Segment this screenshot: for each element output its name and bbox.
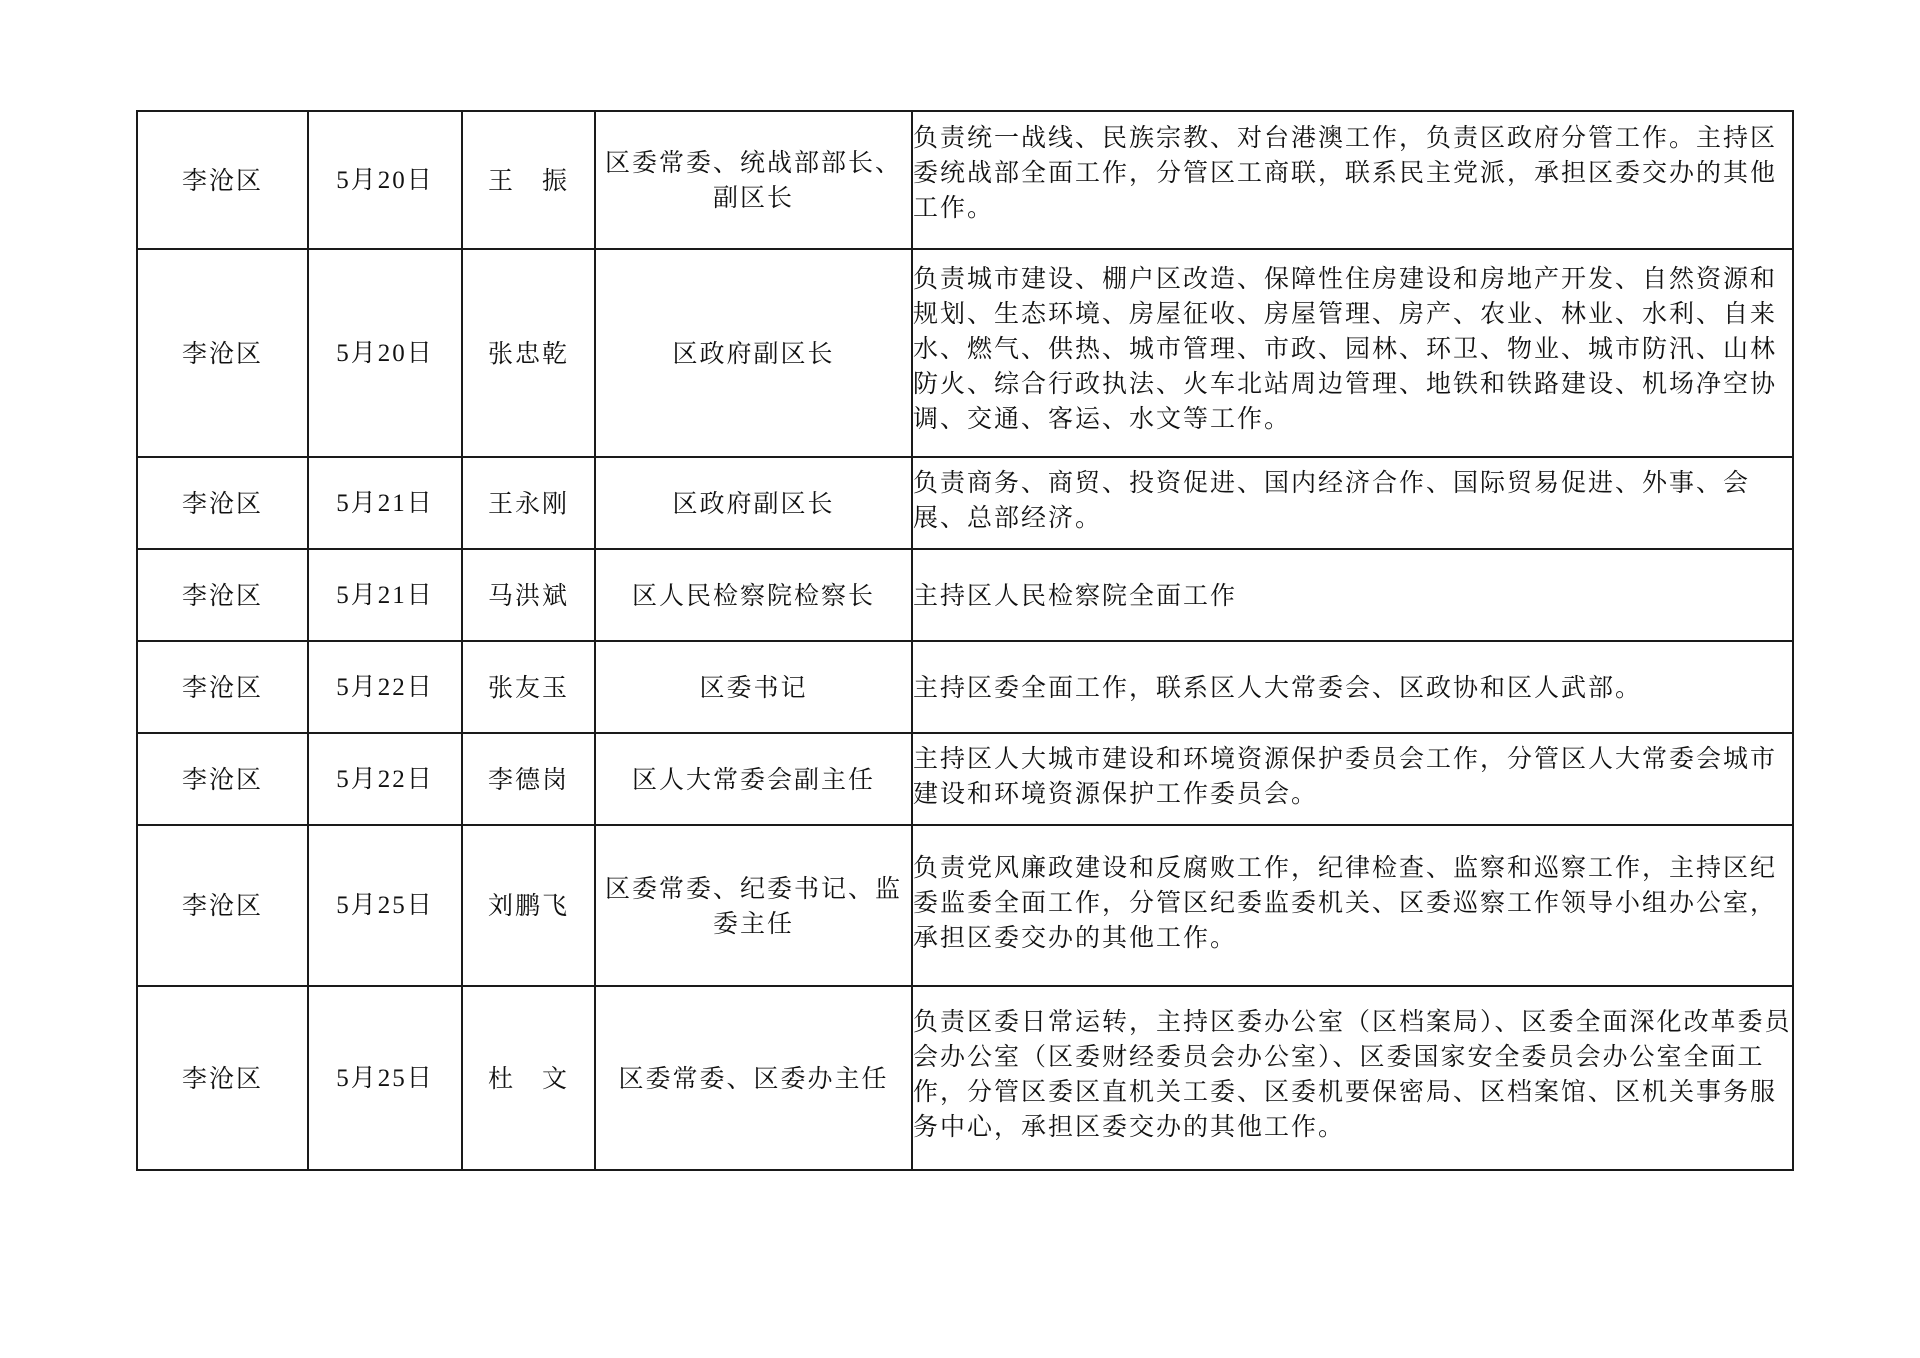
duties-text: 负责城市建设、棚户区改造、保障性住房建设和房地产开发、自然资源和规划、生态环境、房屋征收、房屋管理、房产、农业、林业、水利、自来水、燃气、供热、城市管理、市政、园林、环卫、物业、城市防汛、山林防火、综合行政执法、火车北站周边管理、地铁和铁路建设、机场净空协调、交通、客运、水文等工作。 [913,263,1778,433]
district-text: 李沧区 [181,891,263,920]
table-row [137,825,1793,986]
district-cell [137,249,308,457]
name-text: 刘鹏飞 [487,891,569,920]
date-cell [308,986,462,1170]
duties-text: 负责党风廉政建设和反腐败工作，纪律检查、监察和巡察工作，主持区纪委监委全面工作，分管区纪委监委机关、区委巡察工作领导小组办公室，承担区委交办的其他工作。 [913,853,1778,952]
district-text: 李沧区 [181,580,263,610]
post-text: 区政府副区长 [672,488,835,518]
post-cell [595,249,912,457]
date-cell [308,549,462,641]
district-cell [137,986,308,1170]
district-text: 李沧区 [181,672,263,702]
post-text: 区委书记 [699,672,808,702]
date-text: 5月22日 [336,765,434,793]
post-text: 区委常委、区委办主任 [618,1063,889,1093]
district-cell [137,549,308,641]
date-cell [308,733,462,825]
name-cell [462,825,595,986]
duties-cell [912,111,1793,249]
name-text: 马洪斌 [487,580,569,610]
duties-cell [912,733,1793,825]
date-text: 5月25日 [336,1064,434,1092]
name-cell [462,986,595,1170]
post-text: 区政府副区长 [672,338,835,368]
date-text: 5月22日 [336,673,434,701]
district-text: 李沧区 [181,338,263,368]
date-text: 5月25日 [336,892,434,919]
post-text: 区委常委、统战部部长、副区长 [604,148,902,212]
name-cell [462,641,595,733]
name-cell [462,457,595,549]
name-text: 王 振 [487,165,569,195]
district-text: 李沧区 [181,1063,263,1093]
date-cell [308,825,462,986]
duties-text: 负责区委日常运转，主持区委办公室（区档案局）、区委全面深化改革委员会办公室（区委财经委员会办公室）、区委国家安全委员会办公室全面工作，分管区委区直机关工委、区委机要保密局、区档案馆、区机关事务服务中心，承担区委交办的其他工作。 [913,1007,1792,1141]
post-cell [595,825,912,986]
duties-cell [912,549,1793,641]
duties-cell [912,249,1793,457]
district-cell [137,111,308,249]
duties-cell [912,986,1793,1170]
date-text: 5月20日 [336,339,434,367]
name-cell [462,111,595,249]
district-cell [137,457,308,549]
name-text: 李德岗 [487,764,569,794]
table-row [137,549,1793,641]
district-cell [137,825,308,986]
table-row [137,641,1793,733]
name-text: 张友玉 [487,672,569,702]
date-cell [308,111,462,249]
duties-text: 负责商务、商贸、投资促进、国内经济合作、国际贸易促进、外事、会展、总部经济。 [913,468,1751,532]
duties-text: 主持区委全面工作，联系区人大常委会、区政协和区人武部。 [913,672,1643,702]
post-text: 区人民检察院检察长 [631,580,875,610]
date-cell [308,249,462,457]
post-cell [595,457,912,549]
post-text: 区人大常委会副主任 [631,764,875,794]
post-cell [595,549,912,641]
duties-cell [912,457,1793,549]
district-text: 李沧区 [181,165,263,195]
table-row [137,986,1793,1170]
table-row [137,733,1793,825]
post-cell [595,111,912,249]
duties-text: 主持区人大城市建设和环境资源保护委员会工作，分管区人大常委会城市建设和环境资源保护工作委员会。 [913,744,1778,808]
date-text: 5月21日 [336,581,434,609]
post-text: 区委常委、纪委书记、监委主任 [604,873,902,938]
name-cell [462,249,595,457]
duties-cell [912,641,1793,733]
date-text: 5月20日 [336,166,434,194]
post-cell [595,733,912,825]
name-text: 杜 文 [487,1063,569,1093]
date-cell [308,641,462,733]
district-text: 李沧区 [181,764,263,794]
date-text: 5月21日 [336,489,434,517]
name-cell [462,733,595,825]
name-text: 张忠乾 [487,338,569,368]
district-text: 李沧区 [181,488,263,518]
district-cell [137,641,308,733]
table-row [137,249,1793,457]
schedule-table [136,110,1794,1171]
post-cell [595,641,912,733]
date-cell [308,457,462,549]
name-text: 王永刚 [487,488,569,518]
table-row [137,111,1793,249]
table-row [137,457,1793,549]
duties-text: 负责统一战线、民族宗教、对台港澳工作，负责区政府分管工作。主持区委统战部全面工作，分管区工商联，联系民主党派，承担区委交办的其他工作。 [913,122,1778,222]
post-cell [595,986,912,1170]
name-cell [462,549,595,641]
district-cell [137,733,308,825]
duties-text: 主持区人民检察院全面工作 [913,580,1238,610]
duties-cell [912,825,1793,986]
